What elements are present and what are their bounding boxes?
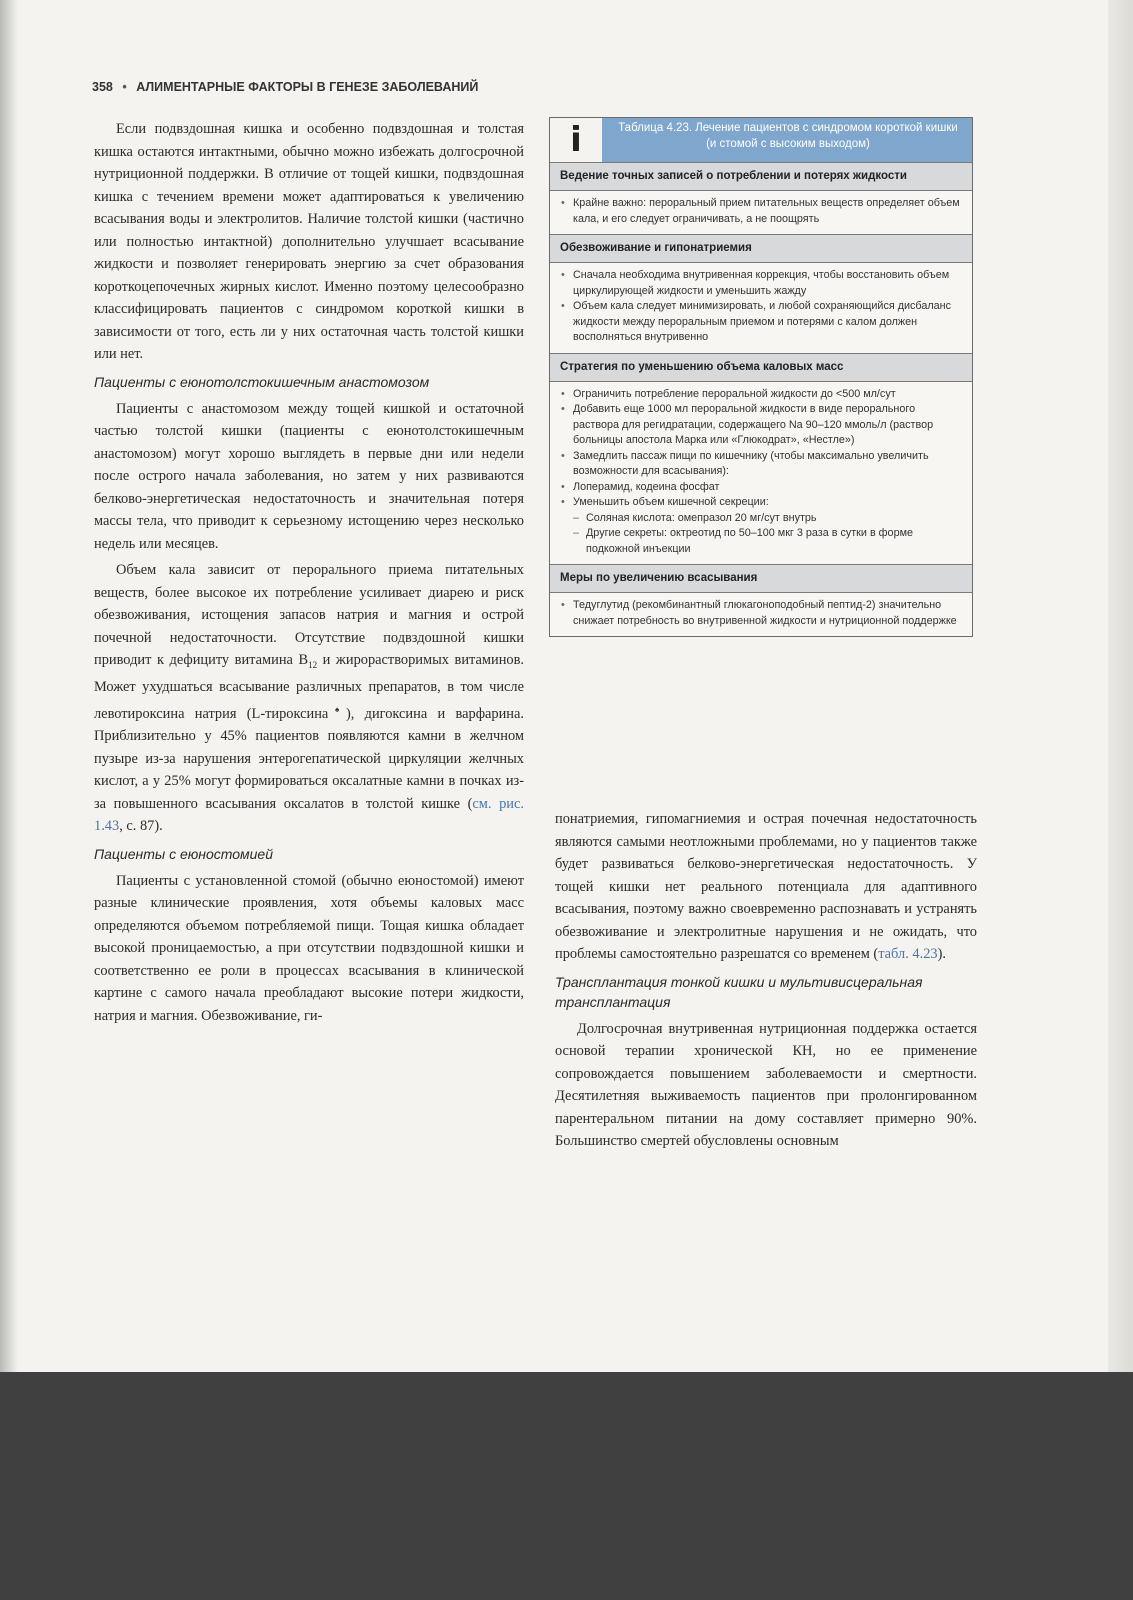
table-section-title: Ведение точных записей о потреблении и потерях жидкости xyxy=(550,162,972,191)
running-head-separator: • xyxy=(122,80,127,94)
paragraph: Пациенты с установленной стомой (обычно еюностомой) имеют разные клинические проявления, хотя объемы каловых масс определяются объемом потребляемой пищи. Тощая кишка обладает высокой проницаемостью, а при отсутствии подвздошной кишки и соответственно ее роли в процессах всасывания в клинической картине с самого начала преобладают высокие потери жидкости, натрия и магния. Обезвоживание, ги- xyxy=(94,872,524,1024)
table-section-list xyxy=(550,191,972,234)
table-list-item: • Сначала необходима внутривенная коррекция, чтобы восстановить объем циркулирующей жидкости и уменьшить жажду xyxy=(560,268,962,299)
info-table xyxy=(549,117,973,637)
table-list-item: • Крайне важно: пероральный прием питательных веществ определяет объем кала, и его следует ограничивать, а не поощрять xyxy=(560,196,962,227)
left-column xyxy=(94,118,524,1031)
page-gutter-shadow xyxy=(0,0,18,1372)
table-section-list xyxy=(550,593,972,636)
figure-reference-link[interactable]: см. рис. 1.43 xyxy=(94,795,524,835)
text-run: , с. 87). xyxy=(119,818,163,835)
right-column xyxy=(555,808,977,1157)
table-list-item: • Ограничить потребление пероральной жидкости до <500 мл/сут xyxy=(560,387,962,403)
table-sections xyxy=(550,162,972,636)
superscript: ♠ xyxy=(328,704,346,714)
table-section-title: Обезвоживание и гипонатриемия xyxy=(550,234,972,263)
table-list-item: • Замедлить пассаж пищи по кишечнику (чтобы максимально увеличить возможности для всасывания): xyxy=(560,449,962,480)
table-list-item: • Лоперамид, кодеина фосфат xyxy=(560,480,962,496)
subscript: 12 xyxy=(308,659,318,670)
table-header xyxy=(550,118,972,162)
paragraph: Если подвздошная кишка и особенно подвздошная и толстая кишка остаются интактными, обычно можно избежать долгосрочной нутриционной поддержки. В отличие от тощей кишки, подвздошная кишка с течением времени может адаптироваться к увеличению всасывания воды и электролитов. Наличие толстой кишки (частично или полностью интактной) дополнительно улучшает всасывание жидкости и позволяет генерировать энергию за счет образования короткоцепочечных жирных кислот. Именно поэтому целесообразно классифицировать пациентов с синдромом короткой кишки в зависимости от того, есть ли у них остаточная часть толстой кишки или нет. xyxy=(94,121,524,362)
text-run: и жирорастворимых витаминов. Может ухудшаться всасывание различных препаратов, в том числе левотироксина натрия (L-тироксина xyxy=(94,652,524,722)
paragraph: Пациенты с анастомозом между тощей кишкой и остаточной частью толстой кишки (пациенты с еюнотолстокишечным анастомозом) могут хорошо выглядеть в первые дни или недели после острого начала заболевания, но затем у них развиваются белково-энергетическая недостаточность и значительная потеря массы тела, что приводит к серьезному истощению через несколько недель или месяцев. xyxy=(94,400,524,552)
text-run: ), дигоксина и варфарина. Приблизительно у 45% пациентов появляются камни в желчном пузыре из-за нарушения энтерогепатической циркуляции желчных кислот, а у 25% могут формироваться оксалатные камни в почках из-за повышенного всасывания оксалатов в толстой кишке ( xyxy=(94,705,524,812)
text-run: ). xyxy=(937,946,946,962)
table-list-item: • Объем кала следует минимизировать, и любой сохраняющийся дисбаланс жидкости между пероральным приемом и потерями с калом должен восполняться внутривенно xyxy=(560,299,962,346)
paragraph: Долгосрочная внутривенная нутриционная поддержка остается основой терапии хронической КН, но ее применение сопровождается повышением заболеваемости и смертности. Десятилетняя выживаемость пациентов при пролонгированном парентеральном питании на дому составляет примерно 90%. Большинство смертей обусловлены основным xyxy=(555,1020,977,1149)
text-run: Объем кала зависит от перорального приема питательных веществ, более высокое их потребление усиливает диарею и риск обезвоживания, истощения запасов натрия и магния и острой почечной недостаточности. Отсутствие подвздошной кишки приводит к дефициту витамина B xyxy=(94,562,524,668)
info-icon xyxy=(550,118,602,162)
running-head xyxy=(92,80,992,98)
table-list-item: • Тедуглутид (рекомбинантный глюкагоноподобный пептид-2) значительно снижает потребность во внутривенной жидкости и нутриционной поддержке xyxy=(560,598,962,629)
table-section-list xyxy=(550,382,972,565)
table-caption: Таблица 4.23. Лечение пациентов с синдромом короткой кишки (и стомой с высоким выходом) xyxy=(618,122,958,150)
table-reference-link[interactable]: табл. 4.23 xyxy=(878,946,938,962)
table-list-item: • Добавить еще 1000 мл пероральной жидкости в виде перорального раствора для регидратации, содержащего Na 90–120 ммоль/л (раствор больницы апостола Марка или «Глюкодрат», «Нестле») xyxy=(560,402,962,449)
table-section-list xyxy=(550,263,972,353)
text-run: понатриемия, гипомагниемия и острая почечная недостаточность являются самыми неотложными проблемами, но у пациентов также будет развиваться белково-энергетическая недостаточность. У тощей кишки нет реального потенциала для адаптивного всасывания, поэтому важно своевременно распознавать и устранять обезвоживание и электролитные нарушения и не ожидать, что проблемы самостоятельно разрешатся со временем ( xyxy=(555,811,977,962)
paragraph xyxy=(555,808,977,966)
paragraph xyxy=(94,559,524,838)
subheading: Трансплантация тонкой кишки и мультивисцеральная трансплантация xyxy=(555,973,923,1010)
table-list-item: – Другие секреты: октреотид по 50–100 мкг 3 раза в сутки в форме подкожной инъекции xyxy=(560,526,962,557)
scanner-background xyxy=(0,1372,1133,1600)
running-head-title: АЛИМЕНТАРНЫЕ ФАКТОРЫ В ГЕНЕЗЕ ЗАБОЛЕВАНИЙ xyxy=(136,80,479,94)
page-right-edge xyxy=(1108,0,1133,1372)
info-icon-letter: i xyxy=(570,120,582,160)
subheading: Пациенты с еюнотолстокишечным анастомозом xyxy=(94,373,430,390)
table-list-item: – Соляная кислота: омепразол 20 мг/сут внутрь xyxy=(560,511,962,527)
table-list-item: • Уменьшить объем кишечной секреции: xyxy=(560,495,962,511)
table-section-title: Меры по увеличению всасывания xyxy=(550,564,972,593)
page-number: 358 xyxy=(92,80,113,94)
table-section-title: Стратегия по уменьшению объема каловых масс xyxy=(550,353,972,382)
subheading: Пациенты с еюностомией xyxy=(94,845,274,862)
